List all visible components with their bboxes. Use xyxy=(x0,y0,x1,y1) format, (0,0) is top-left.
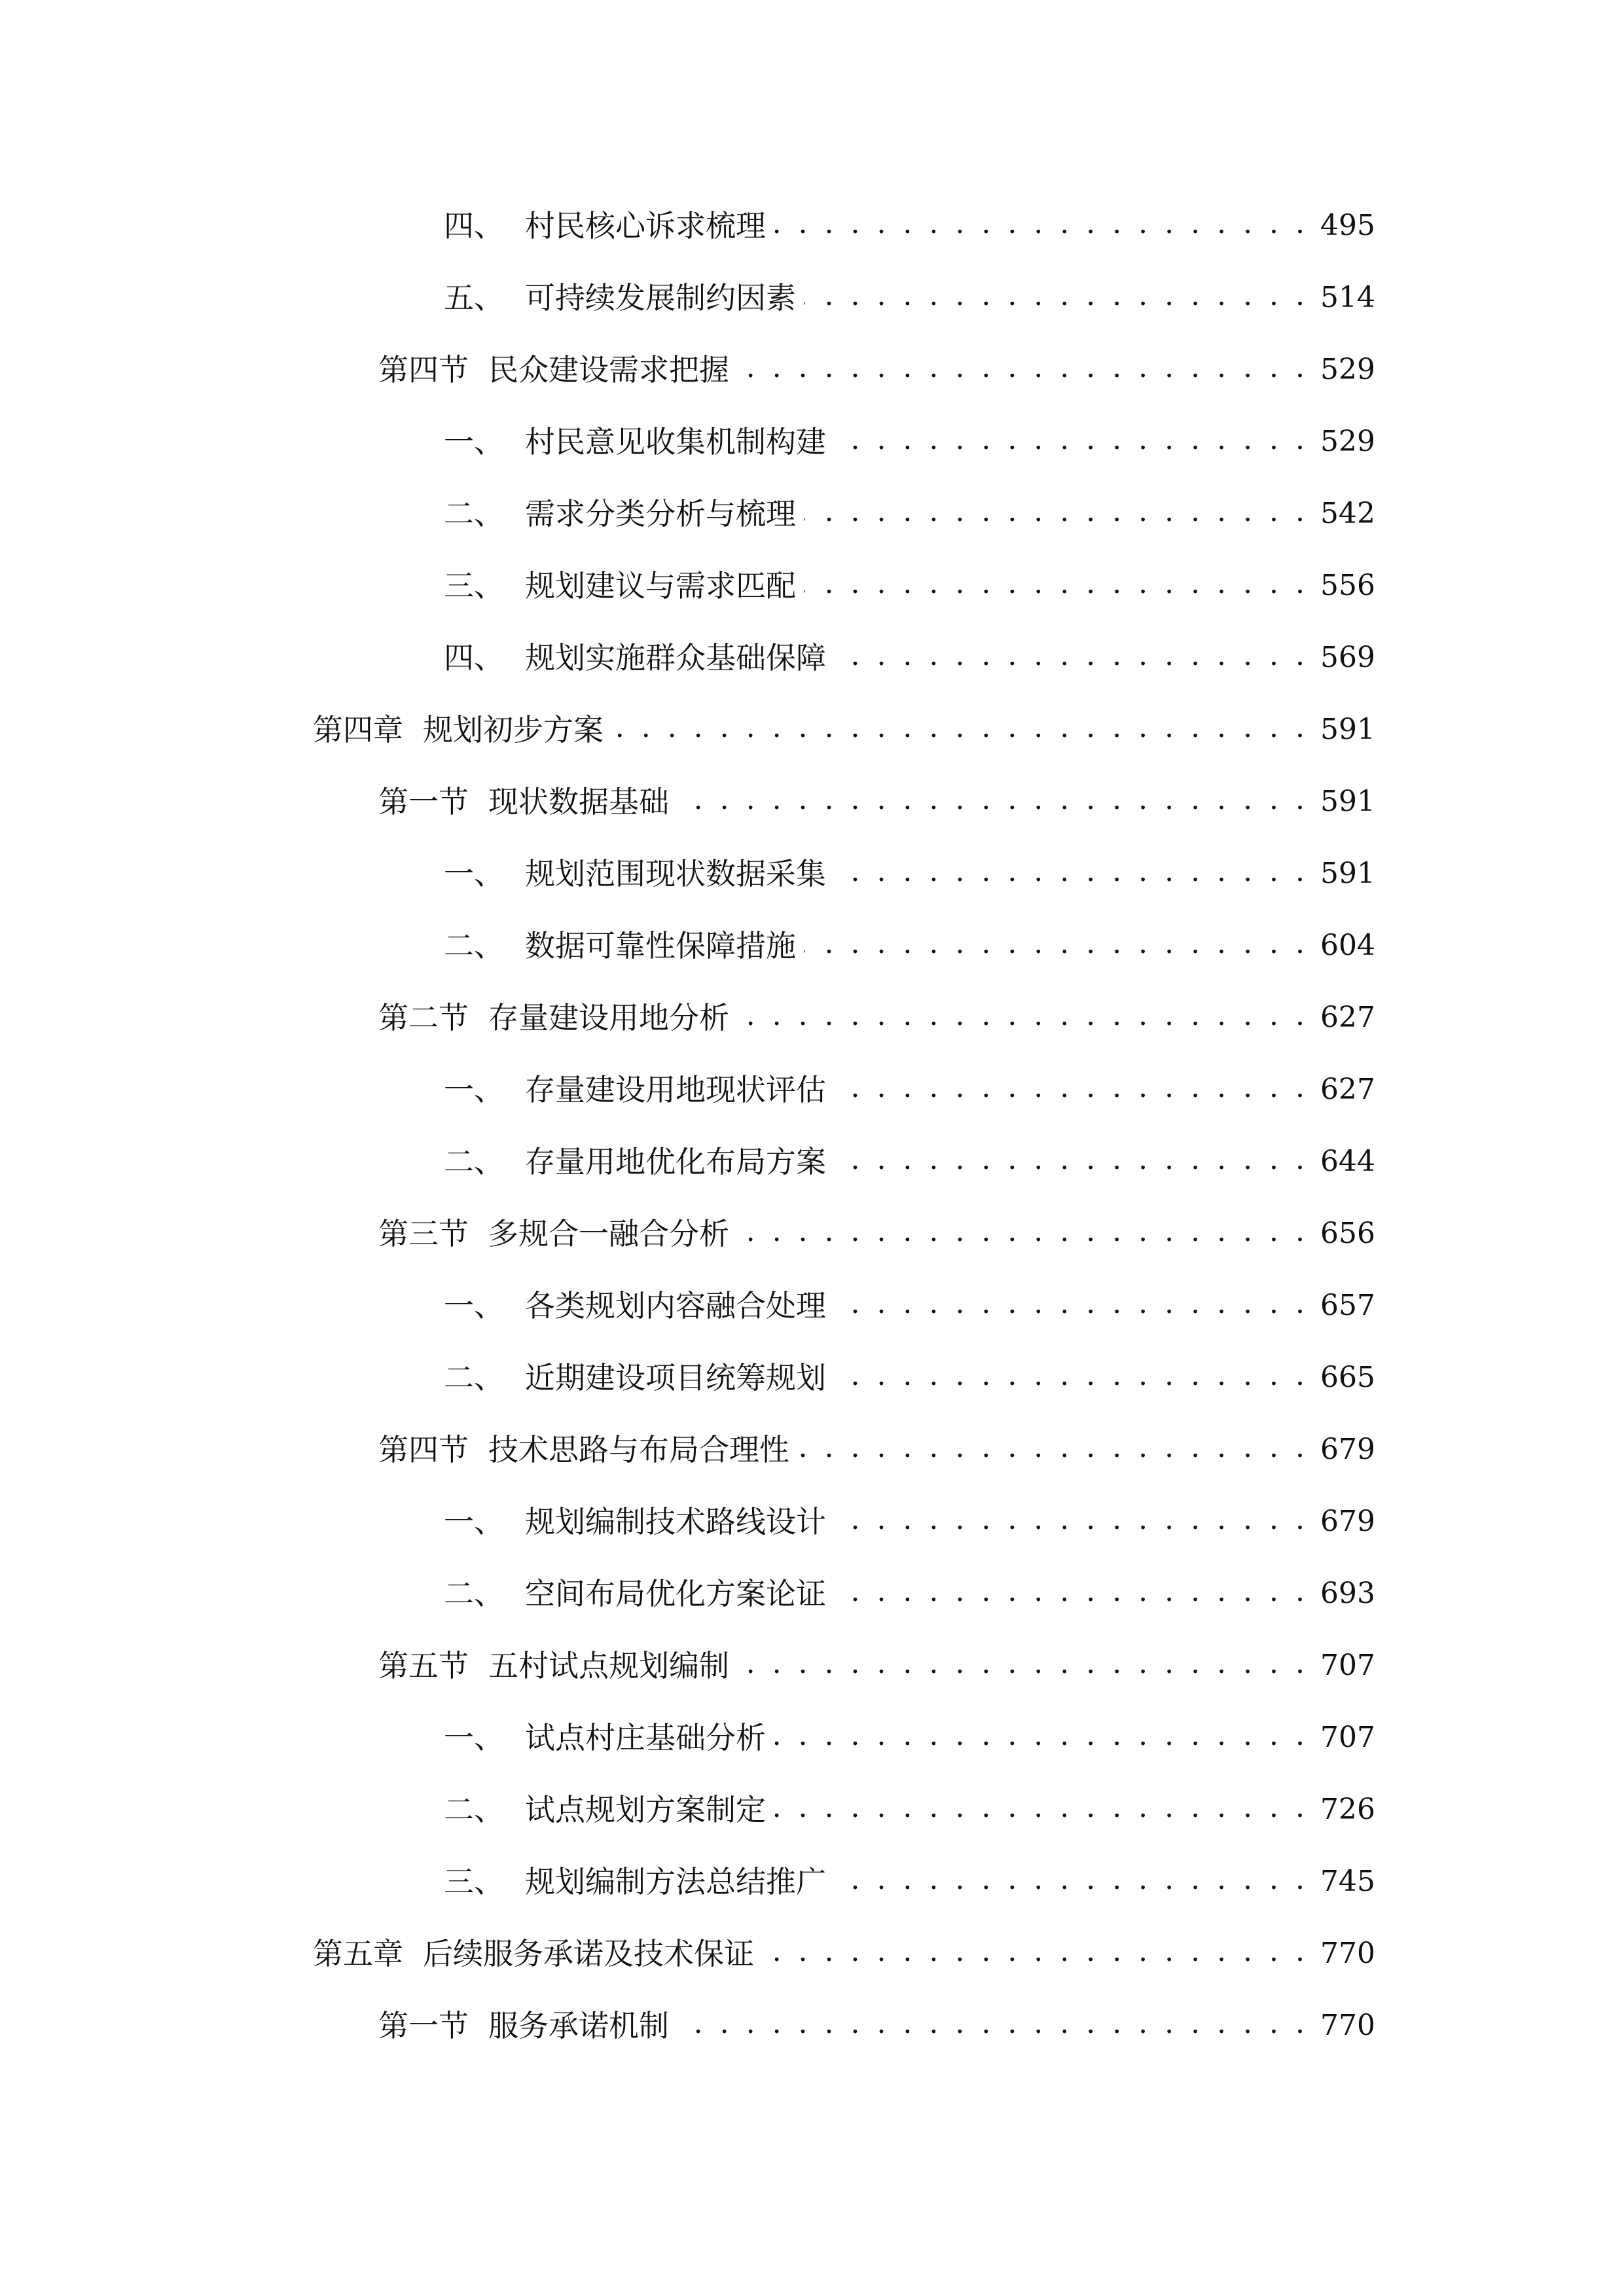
toc-entry-title: 存量用地优化布局方案 xyxy=(525,1144,826,1179)
toc-entry-number: 第四节 xyxy=(378,1432,469,1467)
toc-entry-page: 591 xyxy=(1320,785,1375,818)
toc-entry-number: 一、 xyxy=(444,1720,504,1755)
toc-entry-page: 770 xyxy=(1320,2009,1375,2042)
toc-entry[interactable] xyxy=(444,838,1375,910)
toc-entry[interactable] xyxy=(378,1630,1375,1702)
toc-entry-page: 656 xyxy=(1320,1217,1375,1250)
toc-entry-number: 五、 xyxy=(444,280,504,315)
dot-leader xyxy=(804,571,1308,601)
toc-entry-number: 第五节 xyxy=(378,1648,469,1683)
toc-entry[interactable] xyxy=(444,1558,1375,1630)
toc-entry[interactable] xyxy=(378,1414,1375,1486)
toc-entry[interactable] xyxy=(444,550,1375,622)
toc-entry[interactable] xyxy=(444,262,1375,334)
dot-leader xyxy=(762,1939,1308,1969)
dot-leader xyxy=(677,787,1308,817)
toc-entry-page: 745 xyxy=(1320,1865,1375,1898)
dot-leader xyxy=(834,643,1308,673)
toc-entry-title: 各类规划内容融合处理 xyxy=(525,1288,826,1323)
toc-entry[interactable] xyxy=(444,1486,1375,1558)
dot-leader xyxy=(797,1435,1308,1465)
toc-entry-page: 542 xyxy=(1320,497,1375,530)
toc-entry-title: 规划编制技术路线设计 xyxy=(525,1504,826,1539)
toc-entry-number: 二、 xyxy=(444,1144,504,1179)
toc-entry-number: 一、 xyxy=(444,1072,504,1107)
dot-leader xyxy=(774,211,1308,241)
toc-entry-number: 二、 xyxy=(444,928,504,963)
dot-leader xyxy=(737,1651,1308,1681)
dot-leader xyxy=(834,859,1308,889)
dot-leader xyxy=(804,499,1308,529)
toc-entry[interactable] xyxy=(378,1990,1375,2062)
toc-entry-page: 591 xyxy=(1320,857,1375,890)
toc-entry-number: 第四章 xyxy=(313,712,403,747)
toc-entry-title: 多规合一融合分析 xyxy=(488,1216,729,1251)
toc-entry-title: 规划实施群众基础保障 xyxy=(525,640,826,675)
toc-entry[interactable] xyxy=(444,1270,1375,1342)
toc-entry-page: 693 xyxy=(1320,1577,1375,1610)
toc-entry-title: 规划初步方案 xyxy=(423,712,604,747)
toc-entry-number: 第二节 xyxy=(378,1000,469,1035)
toc-entry-page: 529 xyxy=(1320,425,1375,458)
dot-leader xyxy=(834,1507,1308,1537)
toc-entry-page: 679 xyxy=(1320,1433,1375,1466)
dot-leader xyxy=(774,1795,1308,1825)
toc-entry-number: 第一节 xyxy=(378,784,469,819)
toc-entry[interactable] xyxy=(378,982,1375,1054)
toc-entry-title: 可持续发展制约因素 xyxy=(525,280,796,315)
toc-entry-page: 707 xyxy=(1320,1721,1375,1754)
dot-leader xyxy=(677,2011,1308,2041)
dot-leader xyxy=(737,1003,1308,1033)
toc-entry-title: 现状数据基础 xyxy=(488,784,669,819)
toc-entry[interactable] xyxy=(444,406,1375,478)
dot-leader xyxy=(834,1075,1308,1105)
toc-entry-title: 规划范围现状数据采集 xyxy=(525,856,826,891)
dot-leader xyxy=(834,1579,1308,1609)
toc-entry-number: 第三节 xyxy=(378,1216,469,1251)
toc-entry-page: 556 xyxy=(1320,569,1375,602)
toc-entry-number: 一、 xyxy=(444,1504,504,1539)
toc-entry-number: 三、 xyxy=(444,568,504,603)
toc-entry-number: 一、 xyxy=(444,856,504,891)
toc-entry-page: 644 xyxy=(1320,1145,1375,1178)
toc-entry-title: 需求分类分析与梳理 xyxy=(525,496,796,531)
dot-leader xyxy=(834,1147,1308,1177)
toc-entry-page: 529 xyxy=(1320,353,1375,386)
toc-entry-number: 三、 xyxy=(444,1864,504,1899)
dot-leader xyxy=(737,1219,1308,1249)
toc-entry[interactable] xyxy=(378,766,1375,838)
toc-entry-page: 679 xyxy=(1320,1505,1375,1538)
toc-entry-number: 第五章 xyxy=(313,1936,403,1971)
toc-entry-title: 近期建设项目统筹规划 xyxy=(525,1360,826,1395)
toc-entry-number: 二、 xyxy=(444,496,504,531)
dot-leader xyxy=(611,715,1308,745)
toc-entry-title: 试点规划方案制定 xyxy=(525,1792,766,1827)
toc-entry-number: 第四节 xyxy=(378,352,469,387)
toc-entry-title: 服务承诺机制 xyxy=(488,2008,669,2043)
toc-entry[interactable] xyxy=(444,1342,1375,1414)
toc-entry-title: 村民意见收集机制构建 xyxy=(525,424,826,459)
toc-entry[interactable] xyxy=(313,1918,1375,1990)
toc-entry-page: 627 xyxy=(1320,1001,1375,1034)
toc-entry-number: 二、 xyxy=(444,1576,504,1611)
toc-entry-page: 707 xyxy=(1320,1649,1375,1682)
toc-entry[interactable] xyxy=(444,1126,1375,1198)
toc-entry-title: 村民核心诉求梳理 xyxy=(525,208,766,243)
toc-entry-title: 民众建设需求把握 xyxy=(488,352,729,387)
toc-entry-title: 技术思路与布局合理性 xyxy=(488,1432,789,1467)
toc-entry-page: 604 xyxy=(1320,929,1375,962)
toc-entry-page: 665 xyxy=(1320,1361,1375,1394)
toc-entry[interactable] xyxy=(444,1054,1375,1126)
dot-leader xyxy=(804,283,1308,313)
toc-entry-title: 存量建设用地分析 xyxy=(488,1000,729,1035)
toc-entry-page: 627 xyxy=(1320,1073,1375,1106)
toc-entry-title: 规划编制方法总结推广 xyxy=(525,1864,826,1899)
toc-entry-page: 591 xyxy=(1320,713,1375,746)
toc-entry-number: 四、 xyxy=(444,640,504,675)
dot-leader xyxy=(834,427,1308,457)
toc-entry-page: 657 xyxy=(1320,1289,1375,1322)
toc-entry[interactable] xyxy=(444,190,1375,262)
toc-entry[interactable] xyxy=(444,1846,1375,1918)
toc-entry-number: 一、 xyxy=(444,424,504,459)
dot-leader xyxy=(834,1291,1308,1321)
toc-entry-page: 726 xyxy=(1320,1793,1375,1826)
toc-entry-title: 五村试点规划编制 xyxy=(488,1648,729,1683)
toc-entry[interactable] xyxy=(378,1198,1375,1270)
toc-entry-title: 存量建设用地现状评估 xyxy=(525,1072,826,1107)
toc-entry[interactable] xyxy=(444,1774,1375,1846)
dot-leader xyxy=(834,1363,1308,1393)
toc-entry-page: 569 xyxy=(1320,641,1375,674)
toc-entry[interactable] xyxy=(378,334,1375,406)
toc-entry-number: 第一节 xyxy=(378,2008,469,2043)
toc-entry-title: 空间布局优化方案论证 xyxy=(525,1576,826,1611)
toc-entry-number: 一、 xyxy=(444,1288,504,1323)
toc-entry[interactable] xyxy=(444,910,1375,982)
toc-entry-number: 二、 xyxy=(444,1360,504,1395)
dot-leader xyxy=(834,1867,1308,1897)
toc-entry-page: 770 xyxy=(1320,1937,1375,1970)
dot-leader xyxy=(774,1723,1308,1753)
toc-entry-page: 514 xyxy=(1320,281,1375,314)
dot-leader xyxy=(737,355,1308,385)
toc-entry[interactable] xyxy=(444,622,1375,694)
toc-entry-number: 二、 xyxy=(444,1792,504,1827)
toc-entry-title: 规划建议与需求匹配 xyxy=(525,568,796,603)
toc-entry-title: 数据可靠性保障措施 xyxy=(525,928,796,963)
toc-entry[interactable] xyxy=(444,478,1375,550)
toc-entry-title: 后续服务承诺及技术保证 xyxy=(423,1936,754,1971)
toc-entry[interactable] xyxy=(313,694,1375,766)
toc-entry-title: 试点村庄基础分析 xyxy=(525,1720,766,1755)
toc-entry[interactable] xyxy=(444,1702,1375,1774)
toc-entry-number: 四、 xyxy=(444,208,504,243)
dot-leader xyxy=(804,931,1308,961)
toc-entry-page: 495 xyxy=(1320,209,1375,242)
